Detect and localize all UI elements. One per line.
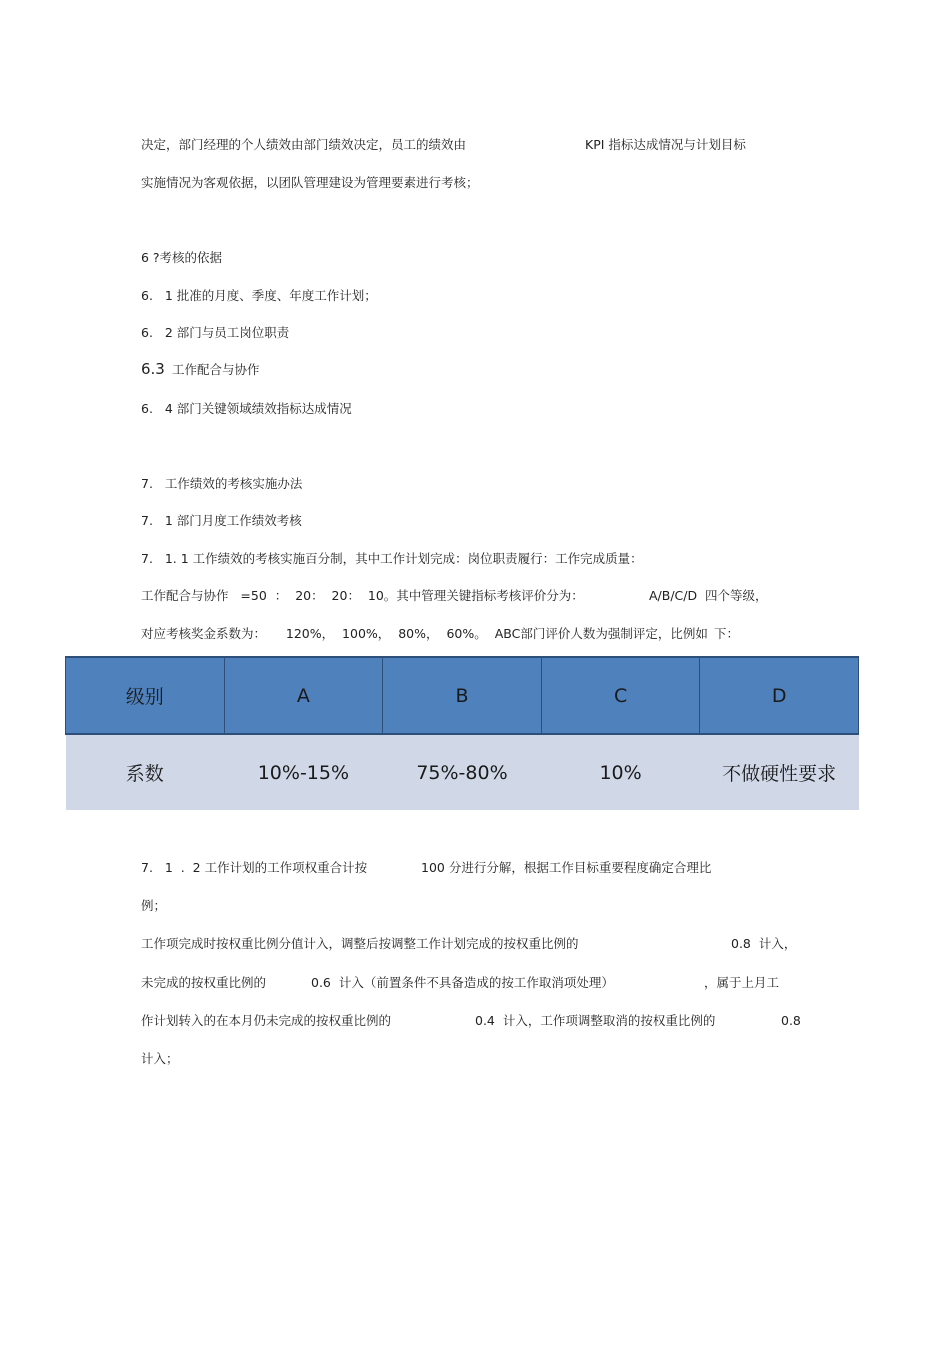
text-segment: 对应考核奖金系数为： 120%， 100%， 80%， 60%。 ABC部门评价人数为强制评定，比例如 [141, 626, 708, 641]
item-6-1: 6. 1 批准的月度、季度、年度工作计划； [141, 288, 377, 303]
table-cell: 10%-15% [224, 734, 383, 810]
item-6-2: 6. 2 部门与员工岗位职责 [141, 325, 290, 340]
text-segment: 下： [714, 626, 740, 641]
item-6-3 [141, 362, 341, 380]
text-segment: ，属于上月工 [704, 975, 780, 990]
table-cell: 10% [541, 734, 700, 810]
line-coefficient [141, 626, 741, 642]
text-segment: 作计划转入的在本月仍未完成的按权重比例的 [141, 1013, 392, 1028]
line-basis: 实施情况为客观依据，以团队管理建设为管理要素进行考核； [141, 175, 479, 190]
line-weighting [141, 936, 801, 952]
table-cell: 75%-80% [383, 734, 542, 810]
text-segment: 0.4 计入，工作项调整取消的按权重比例的 [475, 1013, 716, 1028]
text-segment: 0.8 [781, 1013, 801, 1028]
table-cell: 不做硬性要求 [700, 734, 859, 810]
text-segment: 未完成的按权重比例的 [141, 975, 267, 990]
item-text: 工作配合与协作 [172, 362, 260, 377]
header-cell: D [700, 657, 859, 734]
line-carryover [141, 1013, 811, 1029]
text-segment: 0.6 计入（前置条件不具备造成的按工作取消项处理） [311, 975, 614, 990]
text-segment: A/B/C/D 四个等级， [649, 588, 768, 603]
line-decision [141, 137, 801, 153]
header-cell: C [541, 657, 700, 734]
header-cell: B [383, 657, 542, 734]
text-segment: 7. 1 . 2 工作计划的工作项权重合计按 [141, 860, 368, 875]
item-number: 6.3 [141, 360, 165, 378]
grade-table [65, 656, 859, 810]
section-heading-6: 6 ?考核的依据 [141, 250, 223, 265]
text-segment: 工作项完成时按权重比例分值计入，调整后按调整工作计划完成的按权重比例的 [141, 936, 579, 951]
line-continued: 例； [141, 898, 167, 913]
line-incomplete [141, 975, 801, 991]
section-heading-7: 7. 工作绩效的考核实施办法 [141, 476, 303, 491]
item-6-4: 6. 4 部门关键领域绩效指标达成情况 [141, 401, 352, 416]
item-7-1-2 [141, 860, 741, 876]
item-7-1-1: 7. 1. 1 工作绩效的考核实施百分制，其中工作计划完成：岗位职责履行：工作完成质量： [141, 551, 643, 566]
text-segment: 工作配合与协作 =50 ： 20： 20： 10。其中管理关键指标考核评价分为： [141, 588, 584, 603]
text-segment: KPI 指标达成情况与计划目标 [585, 137, 746, 152]
table-header-row [66, 657, 859, 734]
header-cell: 级别 [66, 657, 225, 734]
table-cell: 系数 [66, 734, 225, 810]
header-cell: A [224, 657, 383, 734]
line-end: 计入； [141, 1051, 179, 1066]
text-segment: 100 分进行分解，根据工作目标重要程度确定合理比 [421, 860, 712, 875]
text-segment: 0.8 计入， [731, 936, 797, 951]
table-row [66, 734, 859, 810]
line-ratio [141, 588, 781, 604]
item-7-1: 7. 1 部门月度工作绩效考核 [141, 513, 302, 528]
text-segment: 决定，部门经理的个人绩效由部门绩效决定，员工的绩效由 [141, 137, 467, 152]
